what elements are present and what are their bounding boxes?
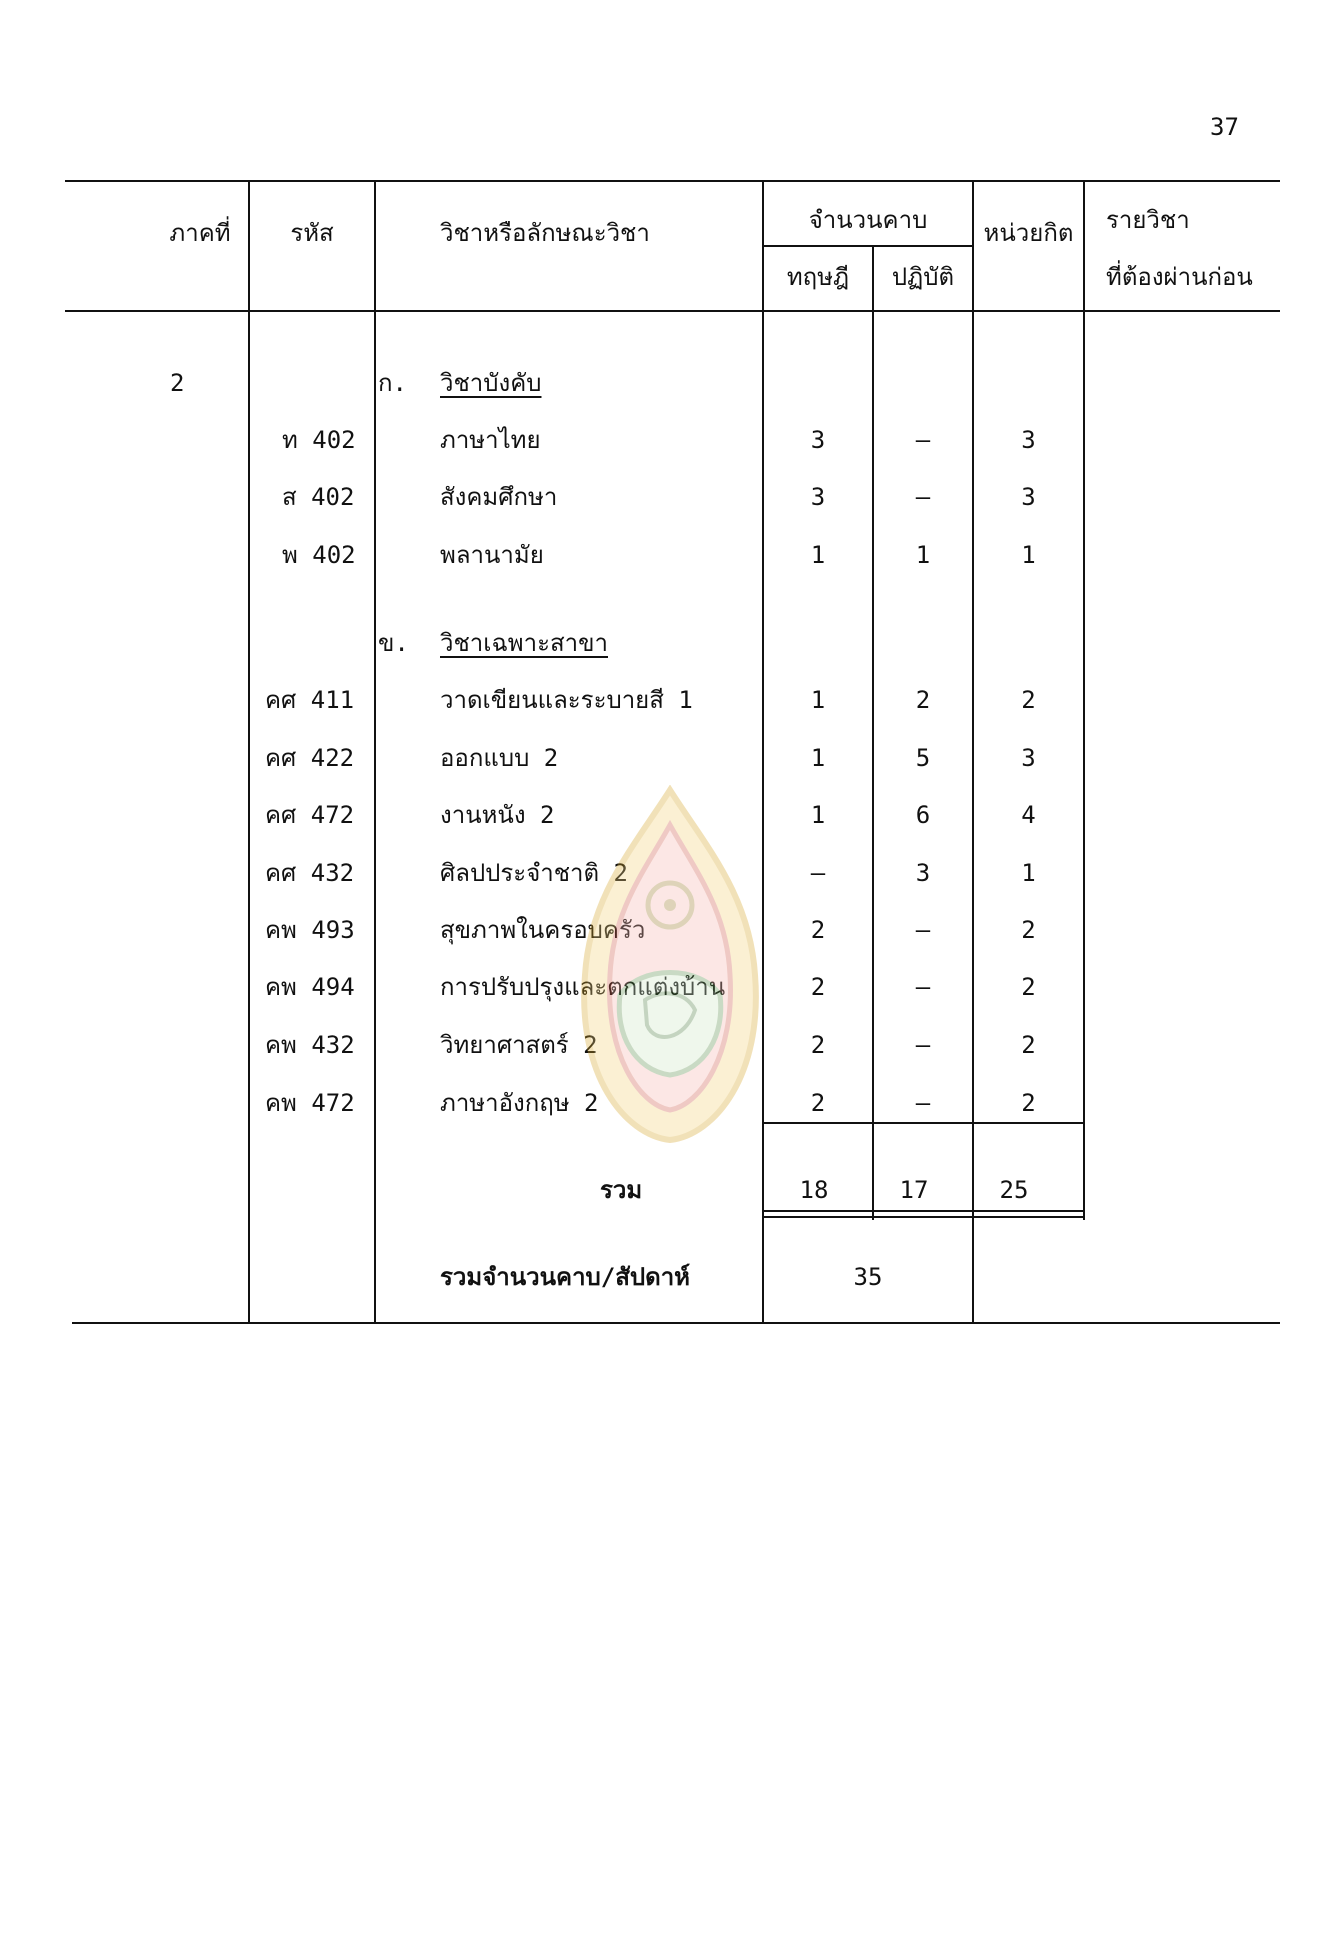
row-credits: 4 (1021, 801, 1036, 829)
total-label: รวม (600, 1176, 643, 1204)
semester-value: 2 (170, 369, 185, 397)
row-practice: 3 (915, 859, 931, 887)
row-theory: 2 (810, 973, 826, 1001)
row-name: การปรับปรุงและตกแต่งบ้าน (440, 973, 726, 1001)
row-theory: 2 (810, 1089, 826, 1117)
row-code: คพ 432 (265, 1031, 355, 1059)
header-practice: ปฏิบัติ (891, 263, 955, 291)
col-divider-code (374, 180, 376, 1324)
row-theory: 3 (810, 483, 826, 511)
row-theory: 2 (810, 916, 826, 944)
row-practice: – (915, 426, 931, 454)
row-name: ภาษาอังกฤษ 2 (440, 1089, 599, 1117)
row-credits: 2 (1021, 1031, 1036, 1059)
row-name: ศิลปประจำชาติ 2 (440, 859, 628, 887)
header-credits: หน่วยกิต (983, 219, 1074, 247)
row-name: ออกแบบ 2 (440, 744, 559, 772)
total-line-1 (764, 1210, 1084, 1212)
row-theory: 2 (810, 1031, 826, 1059)
col-divider-credits (1083, 180, 1085, 1220)
col-divider-semester (248, 180, 250, 1324)
header-code: รหัส (290, 219, 334, 247)
row-credits: 2 (1021, 1089, 1036, 1117)
row-credits: 1 (1021, 859, 1036, 887)
row-theory: 1 (810, 541, 826, 569)
row-credits: 3 (1021, 426, 1036, 454)
row-code: ส 402 (282, 483, 355, 511)
row-theory: 1 (810, 801, 826, 829)
row-code: คศ 422 (265, 744, 355, 772)
row-code: พ 402 (282, 541, 356, 569)
row-credits: 3 (1021, 744, 1036, 772)
row-code: คพ 494 (265, 973, 355, 1001)
row-credits: 3 (1021, 483, 1036, 511)
row-code: คศ 472 (265, 801, 355, 829)
group-marker-required: ก. (378, 369, 407, 397)
row-credits: 1 (1021, 541, 1036, 569)
row-theory: 1 (810, 686, 826, 714)
row-name: งานหนัง 2 (440, 801, 555, 829)
col-divider-theory (872, 245, 874, 1220)
row-code: คพ 493 (265, 916, 355, 944)
row-code: คศ 432 (265, 859, 355, 887)
header-prereq-line1: รายวิชา (1106, 206, 1190, 234)
row-name: วาดเขียนและระบายสี 1 (440, 686, 693, 714)
row-practice: 5 (915, 744, 931, 772)
row-name: สุขภาพในครอบครัว (440, 916, 646, 944)
row-code: ท 402 (282, 426, 356, 454)
row-code: คศ 411 (265, 686, 355, 714)
weekly-total-value: 35 (853, 1263, 883, 1291)
row-name: วิทยาศาสตร์ 2 (440, 1031, 598, 1059)
row-name: สังคมศึกษา (440, 483, 558, 511)
subtotal-top-line (764, 1122, 1084, 1124)
total-line-2 (764, 1216, 1084, 1218)
row-name: ภาษาไทย (440, 426, 541, 454)
group-marker-major: ข. (378, 629, 409, 657)
row-practice: – (915, 1031, 931, 1059)
table-bottom-border (72, 1322, 1280, 1324)
group-title-required: วิชาบังคับ (440, 369, 542, 397)
weekly-total-label: รวมจำนวนคาบ/สัปดาห์ (440, 1263, 690, 1291)
row-practice: 1 (915, 541, 931, 569)
row-theory: 3 (810, 426, 826, 454)
row-credits: 2 (1021, 973, 1036, 1001)
total-practice: 17 (899, 1176, 929, 1204)
row-practice: 6 (915, 801, 931, 829)
row-practice: – (915, 973, 931, 1001)
row-practice: – (915, 916, 931, 944)
periods-subheader-line (764, 245, 974, 247)
row-theory: – (810, 859, 826, 887)
page-number: 37 (1210, 113, 1239, 141)
row-practice: 2 (915, 686, 931, 714)
row-practice: – (915, 1089, 931, 1117)
header-semester: ภาคที่ (169, 219, 231, 247)
header-prereq-line2: ที่ต้องผ่านก่อน (1106, 263, 1253, 291)
header-theory: ทฤษฎี (786, 263, 850, 291)
total-theory: 18 (799, 1176, 829, 1204)
row-code: คพ 472 (265, 1089, 355, 1117)
total-credits: 25 (999, 1176, 1029, 1204)
row-credits: 2 (1021, 916, 1036, 944)
row-credits: 2 (1021, 686, 1036, 714)
row-name: พลานามัย (440, 541, 544, 569)
row-practice: – (915, 483, 931, 511)
group-title-major: วิชาเฉพาะสาขา (440, 629, 608, 657)
row-theory: 1 (810, 744, 826, 772)
header-periods: จำนวนคาบ (808, 206, 928, 234)
header-subject: วิชาหรือลักษณะวิชา (440, 219, 650, 247)
